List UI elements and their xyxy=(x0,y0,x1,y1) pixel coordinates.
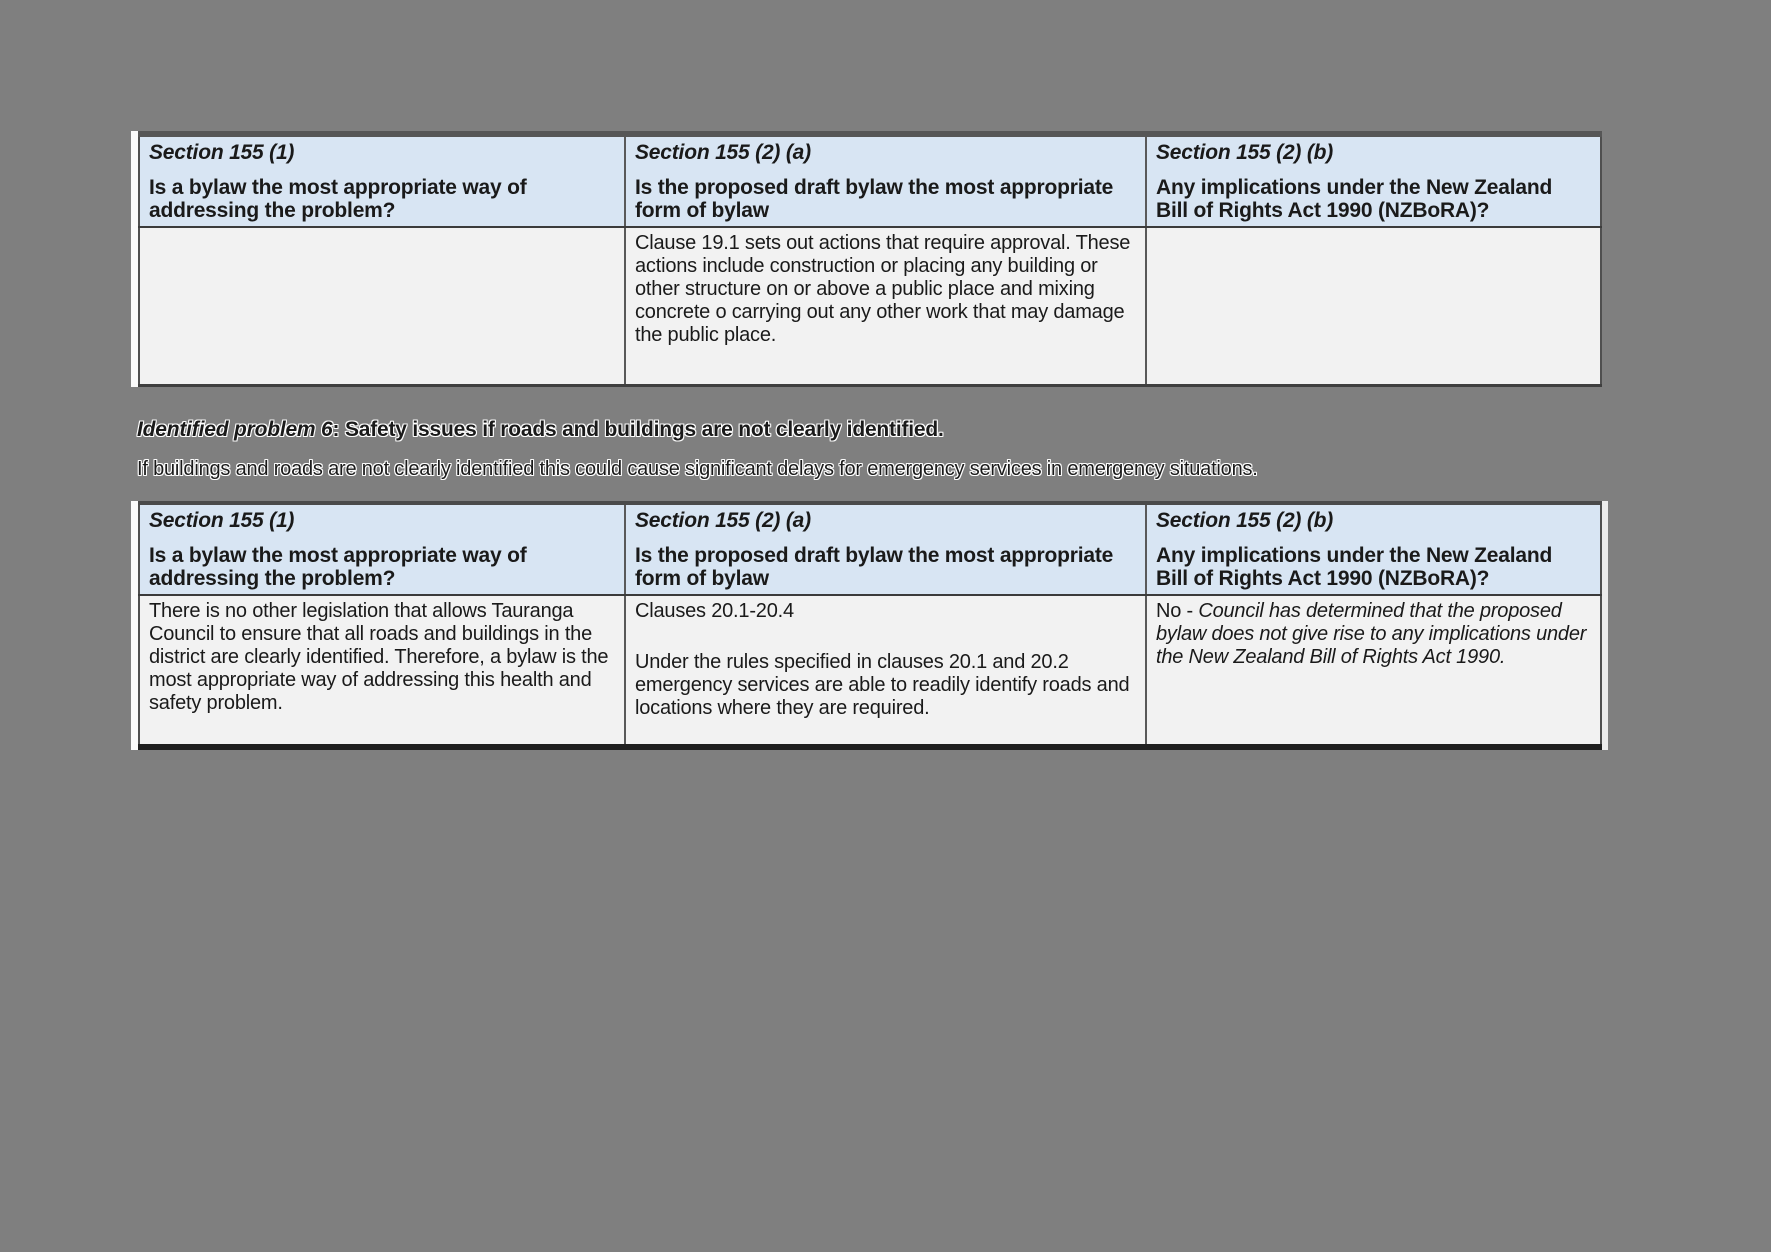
table-2-cell-col1 xyxy=(139,595,625,747)
table-1-header-row xyxy=(139,134,1601,227)
section-question: Is the proposed draft bylaw the most appropriate form of bylaw xyxy=(635,544,1114,590)
section-question: Is a bylaw the most appropriate way of addressing the problem? xyxy=(149,176,527,222)
section-question: Any implications under the New Zealand Bill of Rights Act 1990 (NZBoRA)? xyxy=(1156,176,1553,222)
section-label: Section 155 (1) xyxy=(149,141,295,164)
problem-description-paragraph: If buildings and roads are not clearly identified this could cause significant delays for emergency services in emergency situations. xyxy=(137,458,1258,480)
cell-text: There is no other legislation that allows Tauranga Council to ensure that all roads and buildings in the district are clearly identified. Therefore, a bylaw is the most appropriate way of addressing this health and safety problem. xyxy=(149,600,609,714)
table-1-header-cell-155-2b xyxy=(1146,134,1601,227)
section-label: Section 155 (2) (a) xyxy=(635,509,811,532)
table-1-header-cell-155-2a xyxy=(625,134,1146,227)
table-1 xyxy=(138,131,1602,387)
table-1-cell-col3 xyxy=(1146,227,1601,385)
section-155-assessment-table-2 xyxy=(131,501,1608,750)
table-2-cell-col2 xyxy=(625,595,1146,747)
table-1-header-cell-155-1 xyxy=(139,134,625,227)
table-2-header-cell-155-2a xyxy=(625,503,1146,595)
table-2-cell-col3 xyxy=(1146,595,1601,747)
table-2 xyxy=(138,501,1602,750)
cell-text xyxy=(1156,600,1588,669)
table-2-header-row xyxy=(139,503,1601,595)
heading-title-text: : Safety issues if roads and buildings are not clearly identified. xyxy=(332,418,944,441)
section-question: Is a bylaw the most appropriate way of addressing the problem? xyxy=(149,544,527,590)
cell-text: Clauses 20.1-20.4 xyxy=(635,600,794,622)
section-question: Any implications under the New Zealand Bill of Rights Act 1990 (NZBoRA)? xyxy=(1156,544,1553,590)
table-2-header-cell-155-1 xyxy=(139,503,625,595)
table-2-body-row xyxy=(139,595,1601,747)
table-2-header-cell-155-2b xyxy=(1146,503,1601,595)
table-1-cell-col2 xyxy=(625,227,1146,385)
section-label: Section 155 (2) (b) xyxy=(1156,509,1334,532)
heading-problem-number: Identified problem 6 xyxy=(137,418,333,441)
section-label: Section 155 (2) (b) xyxy=(1156,141,1334,164)
nzbora-answer-italic: Council has determined that the proposed bylaw does not give rise to any implications under the New Zealand Bill of Rights Act 1990. xyxy=(1156,600,1587,668)
cell-text: Under the rules specified in clauses 20.1 and 20.2 emergency services are able to readily identify roads and locations where they are required. xyxy=(635,651,1130,719)
section-155-assessment-table-1 xyxy=(131,131,1602,387)
section-label: Section 155 (2) (a) xyxy=(635,141,811,164)
section-label: Section 155 (1) xyxy=(149,509,295,532)
nzbora-answer-prefix: No - xyxy=(1156,600,1199,622)
section-question: Is the proposed draft bylaw the most appropriate form of bylaw xyxy=(635,176,1114,222)
identified-problem-heading xyxy=(137,417,944,443)
cell-text: Clause 19.1 sets out actions that require approval. These actions include construction or placing any building or other structure on or above a public place and mixing concrete o carrying out any other work that may damage the public place. xyxy=(635,232,1131,346)
table-1-body-row xyxy=(139,227,1601,385)
table-1-cell-col1 xyxy=(139,227,625,385)
